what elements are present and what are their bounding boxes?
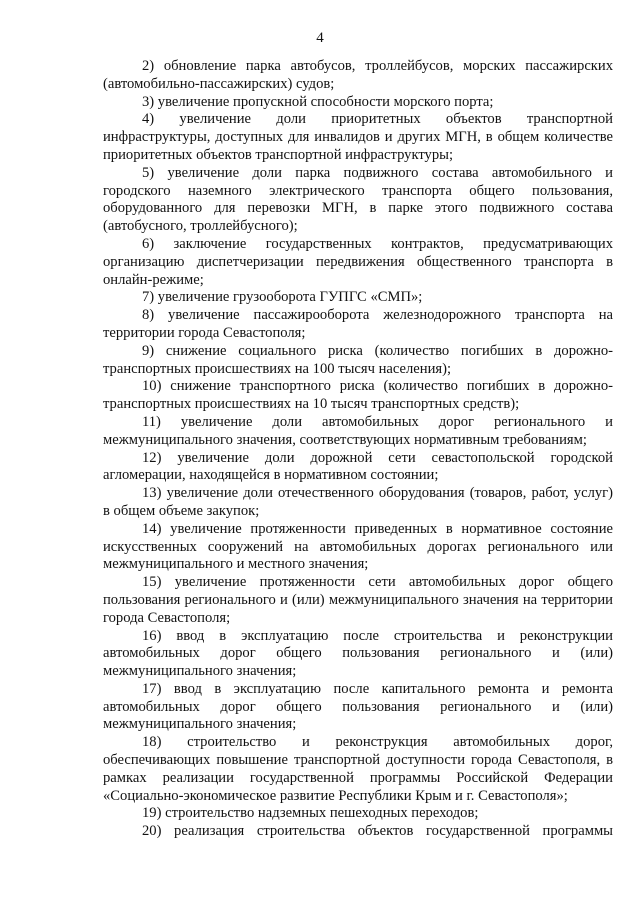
list-item: 6) заключение государственных контрактов, предусматривающих организацию диспетчеризации передвижения общественного транспорта в онлайн-режиме; bbox=[103, 235, 613, 288]
list-item: 11) увеличение доли автомобильных дорог регионального и межмуниципального значения, соответствующих нормативным требованиям; bbox=[103, 413, 613, 448]
list-item: 19) строительство надземных пешеходных переходов; bbox=[142, 805, 479, 822]
document-body bbox=[103, 58, 613, 841]
list-item: 4) увеличение доли приоритетных объектов транспортной инфраструктуры, доступных для инвалидов и других МГН, в общем количестве приоритетных объектов транспортной инфраструктуры; bbox=[103, 111, 613, 163]
list-item: 13) увеличение доли отечественного оборудования (товаров, работ, услуг) в общем объеме закупок; bbox=[103, 485, 613, 519]
list-item: 5) увеличение доли парка подвижного состава автомобильного и городского наземного электрического транспорта общего пользования, оборудованного для перевозки МГН, в парке этого подвижного состава (автобусного, троллейбусного); bbox=[103, 164, 613, 235]
list-item: 14) увеличение протяженности приведенных в нормативное состояние искусственных сооружений на автомобильных дорогах регионального или межмуниципального и местного значения; bbox=[103, 520, 613, 573]
list-item: 18) строительство и реконструкция автомобильных дорог, обеспечивающих повышение транспортной доступности города Севастополя, в рамках реализации государственной программы Российской Федерации «Социально-экономическое развитие Республики Крым и г. Севастополя»; bbox=[103, 734, 613, 804]
list-item: 8) увеличение пассажирооборота железнодорожного транспорта на территории города Севастополя; bbox=[103, 307, 613, 341]
list-item: 2) обновление парка автобусов, троллейбусов, морских пассажирских (автомобильно-пассажирских) судов; bbox=[103, 58, 613, 92]
list-item: 12) увеличение доли дорожной сети севастопольской городской агломерации, находящейся в нормативном состоянии; bbox=[103, 449, 613, 484]
list-item: 17) ввод в эксплуатацию после капитального ремонта и ремонта автомобильных дорог общего пользования регионального и (или) межмуниципального значения; bbox=[103, 680, 613, 733]
list-item: 10) снижение транспортного риска (количество погибших в дорожно-транспортных происшествиях на 10 тысяч транспортных средств); bbox=[103, 378, 613, 413]
list-item: 15) увеличение протяженности сети автомобильных дорог общего пользования регионального и (или) межмуниципального значения на территории города Севастополя; bbox=[103, 574, 613, 626]
list-item: 20) реализация строительства объектов государственной программы bbox=[142, 823, 613, 840]
list-item: 16) ввод в эксплуатацию после строительства и реконструкции автомобильных дорог общего пользования регионального и (или) межмуниципального значения; bbox=[103, 627, 613, 680]
list-item: 7) увеличение грузооборота ГУПГС «СМП»; bbox=[142, 289, 423, 306]
list-item: 3) увеличение пропускной способности морского порта; bbox=[142, 93, 494, 110]
list-item: 9) снижение социального риска (количество погибших в дорожно-транспортных происшествиях на 100 тысяч населения); bbox=[103, 342, 613, 377]
page-number: 4 bbox=[316, 30, 324, 46]
